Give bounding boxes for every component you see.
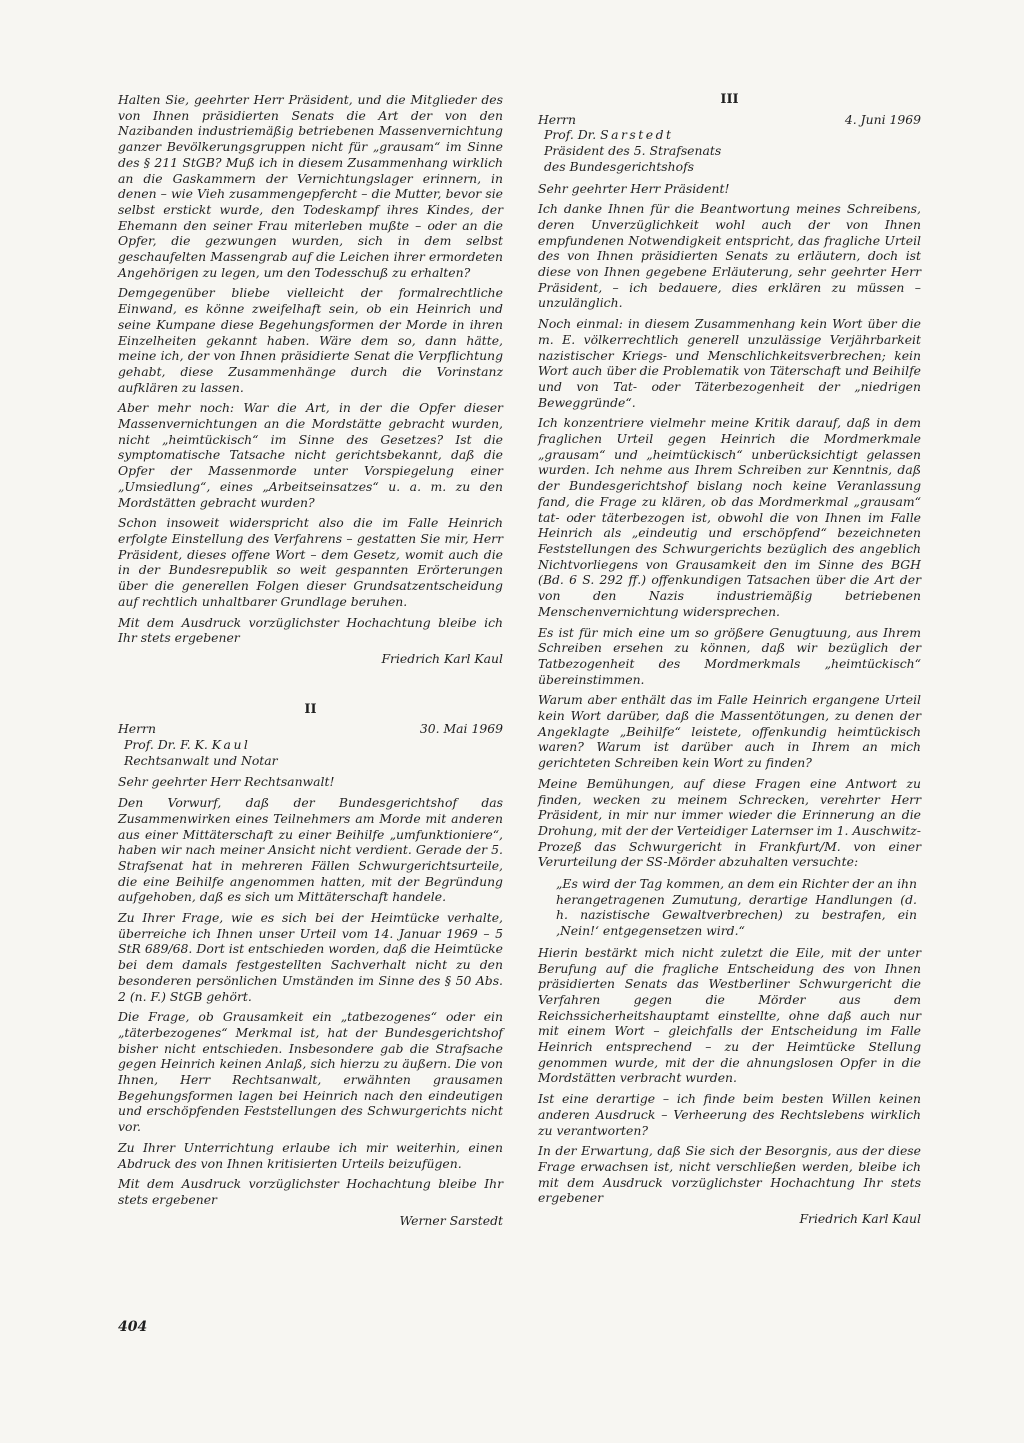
paragraph: Aber mehr noch: War die Art, in der die Opfer dieser Massenvernichtungen an die Mordstätte gebracht wurden, nicht „heimtückisch“ im Sinne des Gesetzes? Ist die symptomatische Tatsache nicht gerichtsbekannt, daß die Opfer der Massenmorde unter Vorspiegelung einer „Umsiedlung“, eines „Arbeitseinsatzes“ u. a. m. zu den Mordstätten gebracht wurden? <box>118 400 503 510</box>
paragraph: Demgegenüber bliebe vielleicht der formalrechtliche Einwand, es könne zweifelhaft sein, ob ein Heinrich und seine Kumpane diese Begehungsformen der Morde in ihren Einzelheiten gekannt haben. Wäre dem so, dann hätte, meine ich, der von Ihnen präsidierte Senat die Verpflichtung gehabt, diese Zusammenhänge durch die Vorinstanz aufklären zu lassen. <box>118 285 503 395</box>
letter-header-ii <box>118 721 503 768</box>
greeting: Sehr geehrter Herr Rechtsanwalt! <box>118 774 335 790</box>
paragraph: Ist eine derartige – ich finde beim besten Willen keinen anderen Ausdruck – Verheerung des Rechtslebens wirklich zu verantworten? <box>538 1091 921 1138</box>
addressee-title: des Bundesgerichtshofs <box>544 158 695 174</box>
paragraph: Ich danke Ihnen für die Beantwortung meines Schreibens, deren Unverzüglichkeit wohl auch der von Ihnen empfundenen Notwendigkeit entspricht, das fragliche Urteil des von Ihnen präsidierten Senats zu erläutern, doch ist diese von Ihnen gegebene Erläuterung, sehr geehrter Herr Präsident, – ich bedauere, dies erklären zu müssen – unzulänglich. <box>538 201 921 311</box>
paragraph: Noch einmal: in diesem Zusammenhang kein Wort über die m. E. völkerrechtlich generell unzulässige Verjährbarkeit nazistischer Kriegs- und Menschlichkeitsverbrechen; kein Wort auch über die Problematik von Täterschaft und Beihilfe und von Tat- oder Täterbezogenheit der „niedrigen Beweggründe“. <box>538 316 921 410</box>
section-numeral-ii: II <box>304 701 317 717</box>
addressee-prefix: Prof. Dr. F. K. <box>124 737 212 753</box>
paragraph: Zu Ihrer Frage, wie es sich bei der Heimtücke verhalte, überreiche ich Ihnen unser Urteil vom 14. Januar 1969 – 5 StR 689/68. Dort ist entschieden worden, daß die Heimtücke bei dem damals festgestellten Sachverhalt nicht zu den besonderen persönlichen Umständen im Sinne des § 50 Abs. 2 (n. F.) StGB gehört. <box>118 910 503 1004</box>
letter-header-iii <box>538 112 921 175</box>
closing: Mit dem Ausdruck vorzüglichster Hochachtung bleibe ich Ihr stets ergebener <box>118 614 503 646</box>
salutation-line: Herrn <box>538 111 576 127</box>
salutation-line: Herrn <box>118 721 156 737</box>
paragraph: Schon insoweit widerspricht also die im Falle Heinrich erfolgte Einstellung des Verfahrens – gestatten Sie mir, Herr Präsident, dieses offene Wort – dem Gesetz, womit auch die in der Bundesrepublik so weit gespannten Erörterungen über die generellen Folgen dieser Grundsatzentscheidung auf rechtlich unhaltbarer Grundlage beruhen. <box>118 515 503 609</box>
page-number: 404 <box>118 1319 148 1335</box>
left-column <box>118 92 503 1233</box>
addressee-name: Kaul <box>211 737 251 753</box>
addressee-prefix: Prof. Dr. <box>544 127 601 143</box>
signature: Friedrich Karl Kaul <box>381 650 503 666</box>
addressee <box>118 737 503 753</box>
addressee <box>538 127 921 143</box>
letter-date: 4. Juni 1969 <box>844 111 921 127</box>
paragraph: Meine Bemühungen, auf diese Fragen eine Antwort zu finden, wecken zu meinem Schrecken, verehrter Herr Präsident, in mir nur immer wieder die Erinnerung an die Drohung, mit der der Verteidiger Laternser im 1. Auschwitz-Prozeß das Schwurgericht in Frankfurt/M. von einer Verurteilung der SS-Mörder abzuhalten versuchte: <box>538 775 921 870</box>
signature: Werner Sarstedt <box>399 1212 503 1228</box>
closing: In der Erwartung, daß Sie sich der Besorgnis, aus der diese Frage erwachsen ist, nicht verschließen werden, bleibe ich mit dem Ausdruck vorzüglichster Hochachtung Ihr stets ergebener <box>538 1143 921 1206</box>
signature: Friedrich Karl Kaul <box>799 1211 921 1227</box>
paragraph: Warum aber enthält das im Falle Heinrich ergangene Urteil kein Wort darüber, daß die Massentötungen, zu denen der Angeklagte „Beihilfe“ leistete, offenkundig heimtückisch waren? Warum ist darüber auch in Ihrem an mich gerichteten Schreiben kein Wort zu finden? <box>538 692 921 771</box>
paragraph: Hierin bestärkt mich nicht zuletzt die Eile, mit der unter Berufung auf die fragliche Entscheidung des von Ihnen präsidierten Senats das Westberliner Schwurgericht die Verfahren gegen die Mörder aus dem Reichssicherheitshauptamt einstellte, ohne daß auch nur mit einem Wort – gleichfalls der Entscheidung im Falle Heinrich entsprechend – zu der Heimtücke Stellung genommen wurde, mit der die ahnungslosen Opfer in die Mordstätten verbracht wurden. <box>538 944 921 1086</box>
paragraph: Die Frage, ob Grausamkeit ein „tatbezogenes“ oder ein „täterbezogenes“ Merkmal ist, hat der Bundesgerichtshof bisher nicht entschieden. Insbesondere gab die Strafsache gegen Heinrich keinen Anlaß, sich hierzu zu äußern. Die von Ihnen, Herr Rechtsanwalt, erwähnten grausamen Begehungsformen lagen bei Heinrich nach den eindeutigen und erschöpfenden Feststellungen des Schwurgerichts nicht vor. <box>118 1009 503 1135</box>
greeting: Sehr geehrter Herr Präsident! <box>538 180 730 196</box>
addressee-title: Rechtsanwalt und Notar <box>124 752 278 768</box>
addressee-title: Präsident des 5. Strafsenats <box>544 143 722 159</box>
right-column <box>538 92 921 1232</box>
block-quote: „Es wird der Tag kommen, an dem ein Richter der an ihn herangetragenen Zumutung, derartige Handlungen (d. h. nazistische Gewaltverbrechen) zu bestrafen, ein ‚Nein!‘ entgegensetzen wird.“ <box>556 876 917 939</box>
paragraph: Zu Ihrer Unterrichtung erlaube ich mir weiterhin, einen Abdruck des von Ihnen kritisierten Urteils beizufügen. <box>118 1139 503 1171</box>
section-numeral-iii: III <box>720 92 739 107</box>
paragraph: Ich konzentriere vielmehr meine Kritik darauf, daß in dem fraglichen Urteil gegen Heinrich die Mordmerkmale „grausam“ und „heimtückisch“ unberücksichtigt gelassen wurden. Ich nehme aus Ihrem Schreiben zur Kenntnis, daß der Bundesgerichtshof bislang noch keine Veranlassung fand, die Frage zu klären, ob das Mordmerkmal „grausam“ tat- oder täterbezogen ist, obwohl die von Ihnen im Falle Heinrich als „eindeutig und erschöpfend“ bezeichneten Feststellungen des Schwurgerichts bezüglich des angeblich Nichtvorliegens von Grausamkeit den im Sinne des BGH (Bd. 6 S. 292 ff.) offenkundigen Tatsachen über die Art der von den Nazis industriemäßig betriebenen Menschenvernichtung widersprechen. <box>538 415 921 619</box>
closing: Mit dem Ausdruck vorzüglichster Hochachtung bleibe Ihr stets ergebener <box>118 1176 503 1207</box>
paragraph: Halten Sie, geehrter Herr Präsident, und die Mitglieder des von Ihnen präsidierten Senats die Art der von den Nazibanden industriemäßig betriebenen Massenvernichtung ganzer Bevölkerungsgruppen nicht für „grausam“ im Sinne des § 211 StGB? Muß ich in diesem Zusammenhang wirklich an die Gaskammern der Vernichtungslager erinnern, in denen – wie Vieh zusammengepfercht – die Mutter, bevor sie selbst erstickt wurde, den Todeskampf ihres Kindes, der Ehemann den seiner Frau miterleben mußte – oder an die Opfer, die gezwungen wurden, sich in dem selbst geschaufelten Massengrab auf die Leichen ihrer ermordeten Angehörigen zu legen, um den Todesschuß zu erhalten? <box>118 92 503 280</box>
paragraph: Den Vorwurf, daß der Bundesgerichtshof das Zusammenwirken eines Teilnehmers am Morde mit anderen aus einer Mittäterschaft zu einer Beihilfe „umfunktioniere“, haben wir nach meiner Ansicht nicht verdient. Gerade der 5. Strafsenat hat in mehreren Fällen Schwurgerichtsurteile, die eine Beihilfe angenommen hatten, mit der Begründung aufgehoben, daß es sich um Mittäterschaft handele. <box>118 795 503 905</box>
letter-date: 30. Mai 1969 <box>419 721 503 737</box>
addressee-name: Sarstedt <box>600 127 674 143</box>
paragraph: Es ist für mich eine um so größere Genugtuung, aus Ihrem Schreiben ersehen zu können, daß wir bezüglich der Tatbezogenheit des Mordmerkmals „heimtückisch“ übereinstimmen. <box>538 624 921 687</box>
